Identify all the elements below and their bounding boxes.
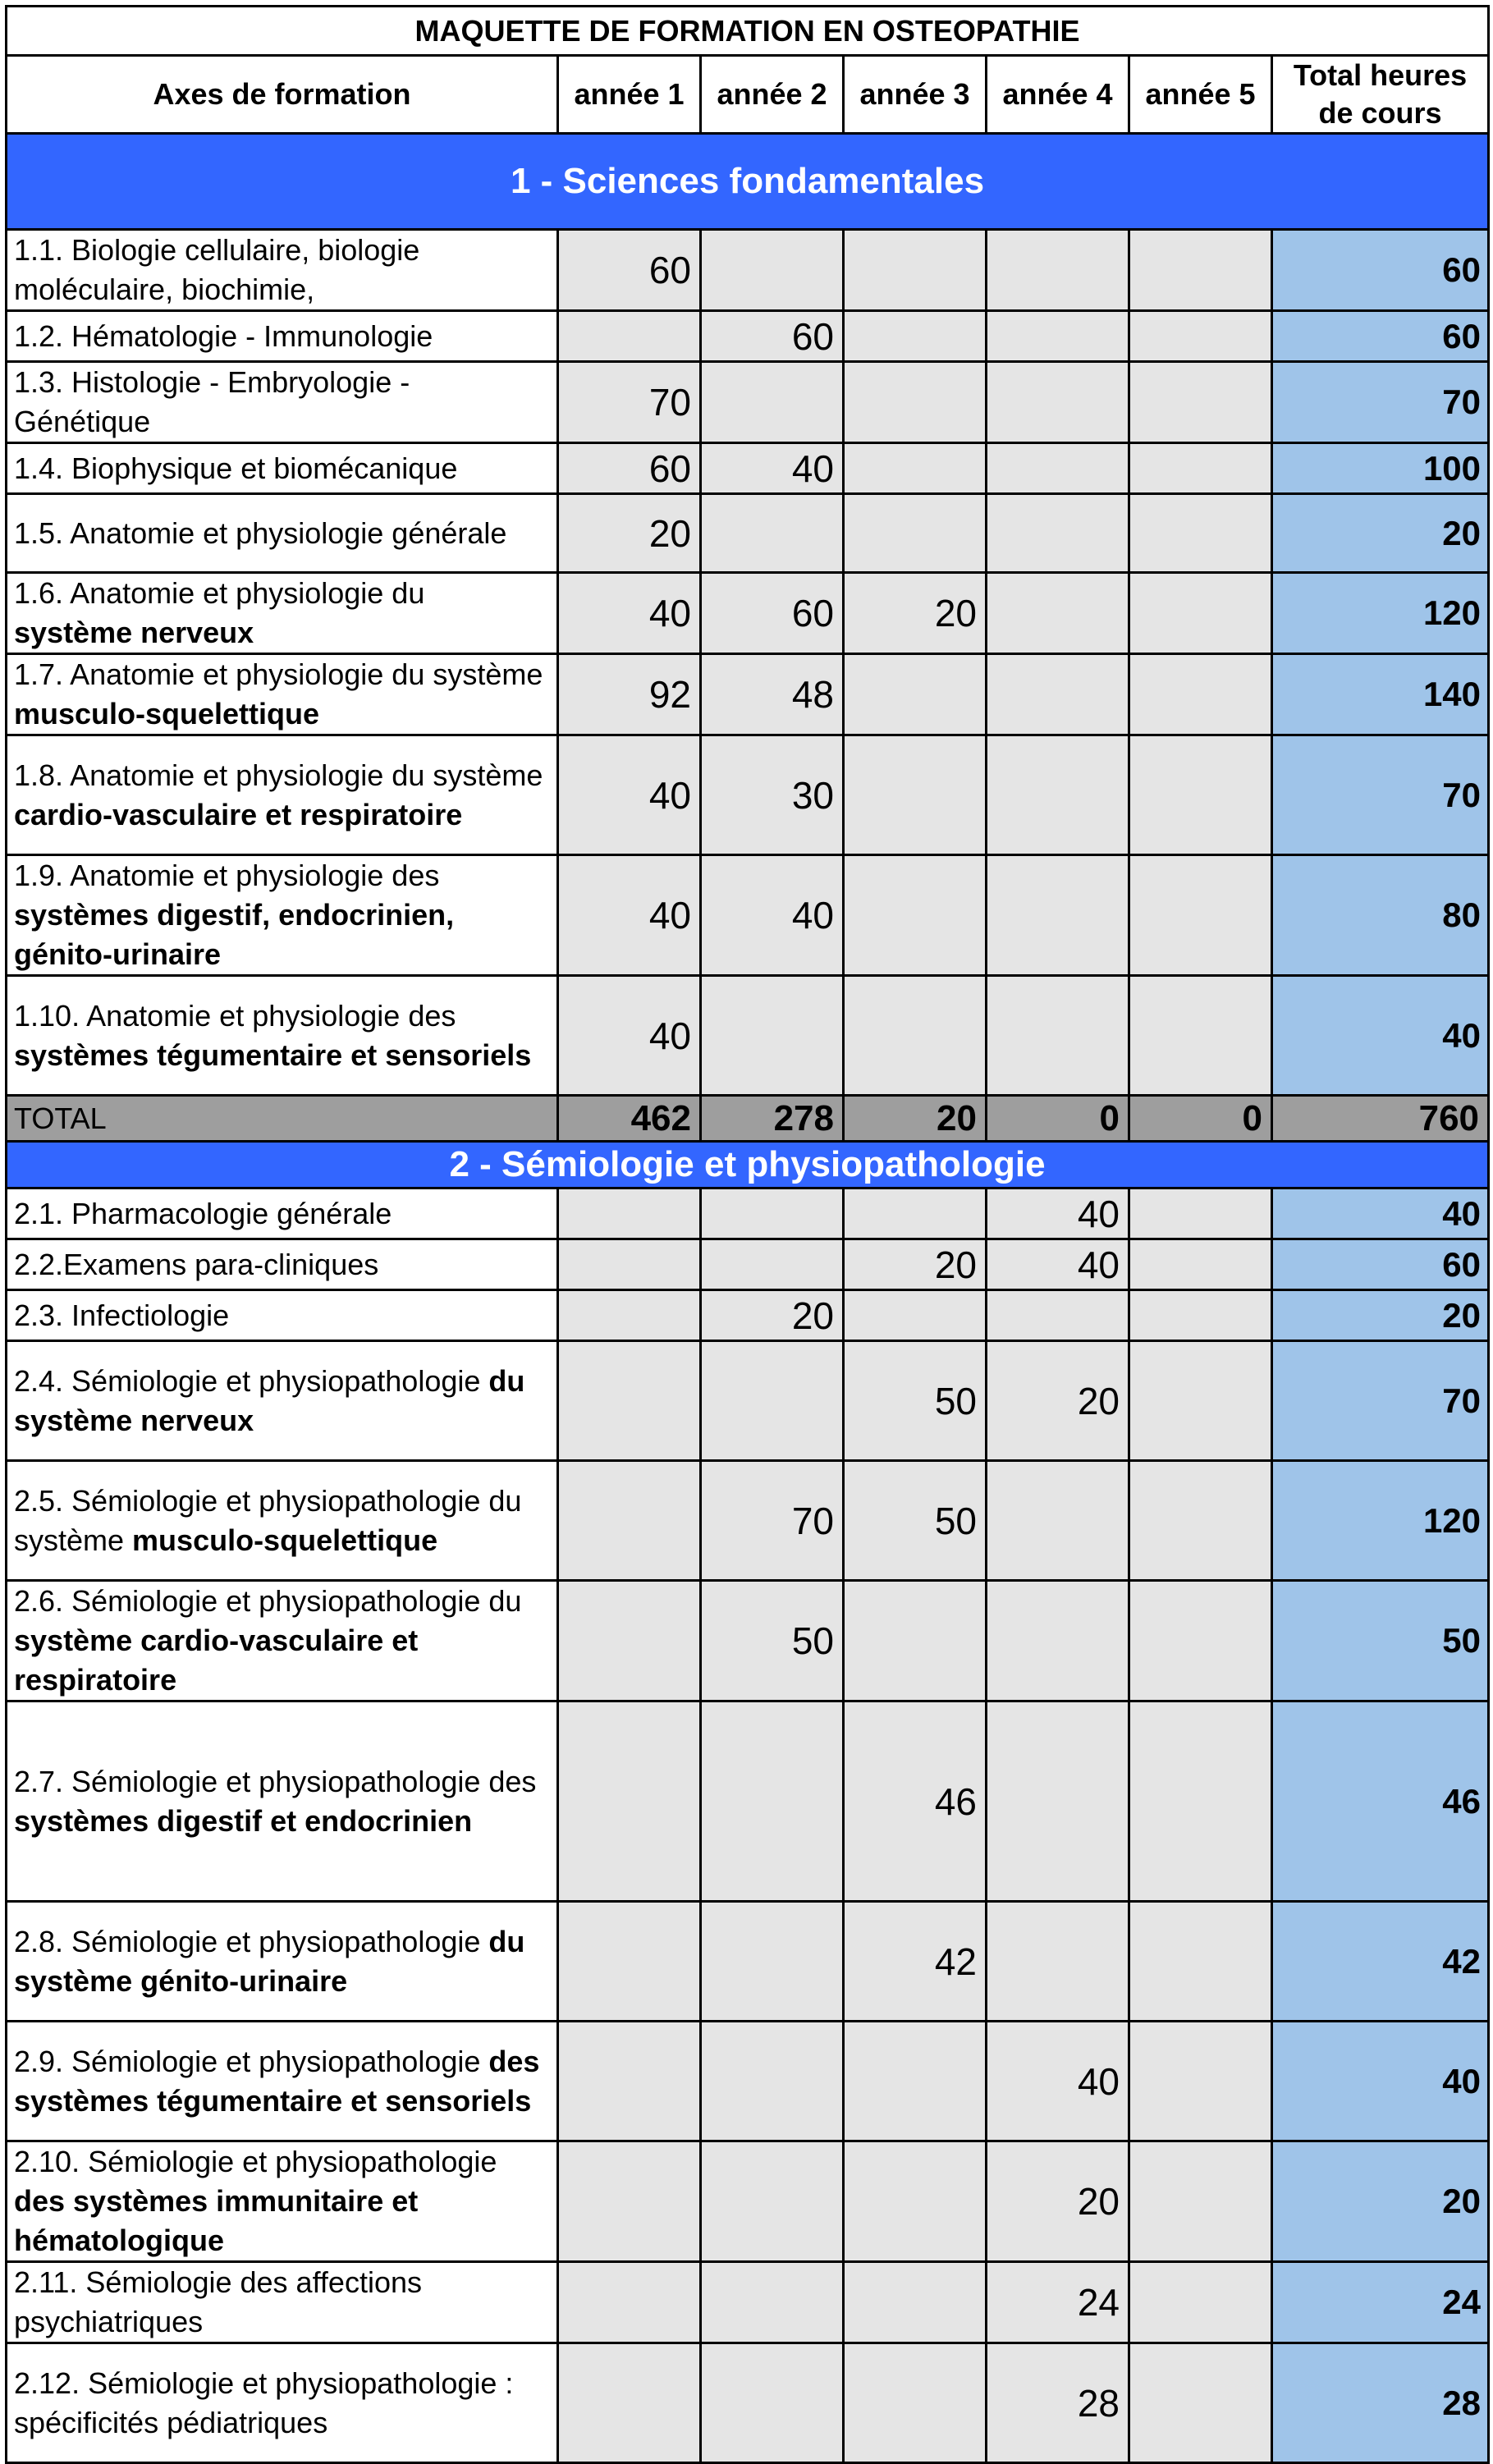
- year-5-hours: [1129, 1581, 1272, 1701]
- year-1-hours: [558, 2262, 701, 2343]
- year-5-hours: [1129, 573, 1272, 654]
- row-label: 2.6. Sémiologie et physiopathologie du système cardio-vasculaire et respiratoire: [7, 1581, 558, 1701]
- table-row: [7, 1461, 1489, 1581]
- year-2-hours: [701, 2262, 844, 2343]
- year-5-hours: [1129, 2343, 1272, 2463]
- row-label: 2.7. Sémiologie et physiopathologie des systèmes digestif et endocrinien: [7, 1701, 558, 1902]
- row-label: 2.12. Sémiologie et physiopathologie : spécificités pédiatriques: [7, 2343, 558, 2463]
- year-4-hours: [987, 573, 1129, 654]
- row-total-hours: 40: [1272, 976, 1489, 1096]
- row-total-hours: 50: [1272, 1581, 1489, 1701]
- total-year-1: 462: [558, 1096, 701, 1142]
- header-year-2: année 2: [701, 56, 844, 134]
- year-1-hours: [558, 1290, 701, 1341]
- row-total-hours: 40: [1272, 2022, 1489, 2141]
- table-row: [7, 1239, 1489, 1290]
- year-4-hours: 40: [987, 2022, 1129, 2141]
- year-2-hours: [701, 2343, 844, 2463]
- table-title: MAQUETTE DE FORMATION EN OSTEOPATHIE: [7, 7, 1489, 56]
- table-row: [7, 1341, 1489, 1461]
- year-5-hours: [1129, 1701, 1272, 1902]
- total-year-4: 0: [987, 1096, 1129, 1142]
- row-total-hours: 20: [1272, 494, 1489, 573]
- table-row: [7, 654, 1489, 735]
- year-2-hours: 60: [701, 573, 844, 654]
- year-4-hours: 20: [987, 2141, 1129, 2262]
- year-4-hours: 40: [987, 1188, 1129, 1239]
- year-5-hours: [1129, 2141, 1272, 2262]
- row-total-hours: 100: [1272, 443, 1489, 494]
- row-label-bold: du système nerveux: [14, 1363, 525, 1437]
- year-3-hours: [844, 362, 987, 443]
- title-row: [7, 7, 1489, 56]
- year-1-hours: 92: [558, 654, 701, 735]
- row-label: 2.1. Pharmacologie générale: [7, 1188, 558, 1239]
- year-3-hours: [844, 494, 987, 573]
- table-row: [7, 855, 1489, 976]
- year-3-hours: [844, 230, 987, 311]
- table-row: [7, 735, 1489, 855]
- row-label-bold: cardio-vasculaire et respiratoire: [14, 797, 463, 831]
- year-1-hours: [558, 311, 701, 362]
- header-year-1: année 1: [558, 56, 701, 134]
- total-label: TOTAL: [7, 1096, 558, 1142]
- year-4-hours: [987, 230, 1129, 311]
- row-label-bold: musculo-squelettique: [14, 697, 320, 730]
- training-table: [5, 5, 1490, 2464]
- year-1-hours: [558, 1188, 701, 1239]
- row-total-hours: 40: [1272, 1188, 1489, 1239]
- year-1-hours: [558, 1902, 701, 2022]
- year-3-hours: 42: [844, 1902, 987, 2022]
- table-row: [7, 976, 1489, 1096]
- row-label: 1.2. Hématologie - Immunologie: [7, 311, 558, 362]
- year-4-hours: [987, 362, 1129, 443]
- year-4-hours: [987, 735, 1129, 855]
- year-1-hours: [558, 1701, 701, 1902]
- row-total-hours: 20: [1272, 2141, 1489, 2262]
- row-total-hours: 42: [1272, 1902, 1489, 2022]
- row-total-hours: 70: [1272, 735, 1489, 855]
- year-5-hours: [1129, 735, 1272, 855]
- year-1-hours: [558, 2022, 701, 2141]
- row-total-hours: 120: [1272, 573, 1489, 654]
- row-total-hours: 60: [1272, 311, 1489, 362]
- year-1-hours: 40: [558, 976, 701, 1096]
- year-4-hours: [987, 494, 1129, 573]
- year-4-hours: [987, 1290, 1129, 1341]
- section-title: 1 - Sciences fondamentales: [7, 134, 1489, 230]
- table-row: [7, 494, 1489, 573]
- year-5-hours: [1129, 976, 1272, 1096]
- row-total-hours: 140: [1272, 654, 1489, 735]
- header-year-5: année 5: [1129, 56, 1272, 134]
- row-total-hours: 120: [1272, 1461, 1489, 1581]
- year-2-hours: 40: [701, 855, 844, 976]
- total-year-5: 0: [1129, 1096, 1272, 1142]
- row-total-hours: 24: [1272, 2262, 1489, 2343]
- row-total-hours: 70: [1272, 362, 1489, 443]
- year-3-hours: [844, 311, 987, 362]
- row-total-hours: 70: [1272, 1341, 1489, 1461]
- year-3-hours: 20: [844, 573, 987, 654]
- year-4-hours: [987, 1461, 1129, 1581]
- year-2-hours: [701, 494, 844, 573]
- year-4-hours: [987, 1581, 1129, 1701]
- year-1-hours: [558, 2141, 701, 2262]
- row-label: 2.4. Sémiologie et physiopathologie du système nerveux: [7, 1341, 558, 1461]
- year-4-hours: [987, 443, 1129, 494]
- row-label-bold: du système génito-urinaire: [14, 1924, 525, 1998]
- year-1-hours: 60: [558, 230, 701, 311]
- table-row: [7, 1902, 1489, 2022]
- row-total-hours: 60: [1272, 1239, 1489, 1290]
- row-label-bold: systèmes digestif et endocrinien: [14, 1803, 473, 1838]
- year-4-hours: 20: [987, 1341, 1129, 1461]
- row-label: 2.10. Sémiologie et physiopathologie des systèmes immunitaire et hématologique: [7, 2141, 558, 2262]
- row-label-bold: système nerveux: [14, 616, 254, 649]
- year-3-hours: 20: [844, 1239, 987, 1290]
- table-row: [7, 1188, 1489, 1239]
- year-1-hours: [558, 1341, 701, 1461]
- row-label: 1.9. Anatomie et physiologie des systèmes digestif, endocrinien, génito-urinaire: [7, 855, 558, 976]
- year-2-hours: [701, 1239, 844, 1290]
- year-4-hours: [987, 1902, 1129, 2022]
- year-1-hours: 60: [558, 443, 701, 494]
- year-4-hours: [987, 311, 1129, 362]
- year-5-hours: [1129, 311, 1272, 362]
- year-5-hours: [1129, 2022, 1272, 2141]
- table-row: [7, 230, 1489, 311]
- year-3-hours: [844, 654, 987, 735]
- year-5-hours: [1129, 1290, 1272, 1341]
- row-label: 2.3. Infectiologie: [7, 1290, 558, 1341]
- year-1-hours: [558, 1581, 701, 1701]
- row-label: 1.3. Histologie - Embryologie - Génétique: [7, 362, 558, 443]
- row-label: 1.7. Anatomie et physiologie du système musculo-squelettique: [7, 654, 558, 735]
- year-4-hours: [987, 855, 1129, 976]
- year-5-hours: [1129, 230, 1272, 311]
- row-label: 1.6. Anatomie et physiologie du système nerveux: [7, 573, 558, 654]
- total-hours: 760: [1272, 1096, 1489, 1142]
- header-row: [7, 56, 1489, 134]
- table-row: [7, 573, 1489, 654]
- table-row: [7, 362, 1489, 443]
- row-label: 1.5. Anatomie et physiologie générale: [7, 494, 558, 573]
- year-5-hours: [1129, 855, 1272, 976]
- year-2-hours: [701, 1188, 844, 1239]
- year-1-hours: [558, 1461, 701, 1581]
- total-year-3: 20: [844, 1096, 987, 1142]
- year-4-hours: [987, 1701, 1129, 1902]
- row-label: 2.9. Sémiologie et physiopathologie des systèmes tégumentaire et sensoriels: [7, 2022, 558, 2141]
- header-year-3: année 3: [844, 56, 987, 134]
- year-3-hours: [844, 1290, 987, 1341]
- row-label: 2.5. Sémiologie et physiopathologie du système musculo-squelettique: [7, 1461, 558, 1581]
- year-2-hours: [701, 2141, 844, 2262]
- table-row: [7, 2262, 1489, 2343]
- row-label-bold: des systèmes tégumentaire et sensoriels: [14, 2044, 540, 2118]
- header-year-4: année 4: [987, 56, 1129, 134]
- year-3-hours: 50: [844, 1341, 987, 1461]
- row-label: 1.4. Biophysique et biomécanique: [7, 443, 558, 494]
- year-2-hours: 40: [701, 443, 844, 494]
- row-label: 1.1. Biologie cellulaire, biologie moléculaire, biochimie,: [7, 230, 558, 311]
- table-row: [7, 1290, 1489, 1341]
- total-year-2: 278: [701, 1096, 844, 1142]
- row-label: 1.10. Anatomie et physiologie des systèmes tégumentaire et sensoriels: [7, 976, 558, 1096]
- table-row: [7, 1701, 1489, 1902]
- year-1-hours: 40: [558, 735, 701, 855]
- total-row: [7, 1096, 1489, 1142]
- row-label: 2.11. Sémiologie des affections psychiatriques: [7, 2262, 558, 2343]
- row-total-hours: 28: [1272, 2343, 1489, 2463]
- section-title: 2 - Sémiologie et physiopathologie: [7, 1142, 1489, 1188]
- row-label-bold: systèmes digestif, endocrinien, génito-urinaire: [14, 898, 455, 971]
- table-row: [7, 2141, 1489, 2262]
- year-3-hours: [844, 2022, 987, 2141]
- year-2-hours: [701, 1701, 844, 1902]
- year-3-hours: [844, 443, 987, 494]
- year-1-hours: 40: [558, 855, 701, 976]
- year-5-hours: [1129, 1461, 1272, 1581]
- year-3-hours: 50: [844, 1461, 987, 1581]
- year-1-hours: [558, 2343, 701, 2463]
- row-total-hours: 20: [1272, 1290, 1489, 1341]
- row-label-bold: musculo-squelettique: [132, 1523, 438, 1557]
- row-label: 2.2.Examens para-cliniques: [7, 1239, 558, 1290]
- year-4-hours: [987, 654, 1129, 735]
- row-label-bold: systèmes tégumentaire et sensoriels: [14, 1037, 532, 1072]
- year-2-hours: 60: [701, 311, 844, 362]
- year-5-hours: [1129, 1902, 1272, 2022]
- header-axes: Axes de formation: [7, 56, 558, 134]
- year-3-hours: [844, 2262, 987, 2343]
- section-header: [7, 1142, 1489, 1188]
- year-5-hours: [1129, 1341, 1272, 1461]
- table-row: [7, 2343, 1489, 2463]
- header-total-hours: Total heures de cours: [1272, 56, 1489, 134]
- row-total-hours: 80: [1272, 855, 1489, 976]
- year-2-hours: [701, 1341, 844, 1461]
- year-2-hours: 50: [701, 1581, 844, 1701]
- row-label: 1.8. Anatomie et physiologie du système cardio-vasculaire et respiratoire: [7, 735, 558, 855]
- year-4-hours: 40: [987, 1239, 1129, 1290]
- year-3-hours: [844, 2343, 987, 2463]
- year-2-hours: [701, 1902, 844, 2022]
- row-label-bold: système cardio-vasculaire et respiratoire: [14, 1624, 419, 1697]
- year-5-hours: [1129, 494, 1272, 573]
- year-2-hours: 20: [701, 1290, 844, 1341]
- year-5-hours: [1129, 1239, 1272, 1290]
- year-3-hours: [844, 735, 987, 855]
- year-3-hours: [844, 1188, 987, 1239]
- row-label: 2.8. Sémiologie et physiopathologie du système génito-urinaire: [7, 1902, 558, 2022]
- year-3-hours: [844, 855, 987, 976]
- year-2-hours: 48: [701, 654, 844, 735]
- year-5-hours: [1129, 1188, 1272, 1239]
- year-2-hours: 70: [701, 1461, 844, 1581]
- row-total-hours: 60: [1272, 230, 1489, 311]
- year-1-hours: 20: [558, 494, 701, 573]
- year-2-hours: 30: [701, 735, 844, 855]
- year-3-hours: 46: [844, 1701, 987, 1902]
- year-4-hours: 28: [987, 2343, 1129, 2463]
- table-row: [7, 311, 1489, 362]
- year-2-hours: [701, 2022, 844, 2141]
- year-2-hours: [701, 976, 844, 1096]
- year-2-hours: [701, 230, 844, 311]
- year-4-hours: 24: [987, 2262, 1129, 2343]
- year-5-hours: [1129, 443, 1272, 494]
- year-1-hours: [558, 1239, 701, 1290]
- year-3-hours: [844, 2141, 987, 2262]
- year-4-hours: [987, 976, 1129, 1096]
- row-total-hours: 46: [1272, 1701, 1489, 1902]
- year-5-hours: [1129, 2262, 1272, 2343]
- table-row: [7, 1581, 1489, 1701]
- table-row: [7, 2022, 1489, 2141]
- year-1-hours: 70: [558, 362, 701, 443]
- year-1-hours: 40: [558, 573, 701, 654]
- table-row: [7, 443, 1489, 494]
- section-header: [7, 134, 1489, 230]
- year-5-hours: [1129, 362, 1272, 443]
- year-2-hours: [701, 362, 844, 443]
- row-label-bold: des systèmes immunitaire et hématologique: [14, 2184, 419, 2257]
- year-5-hours: [1129, 654, 1272, 735]
- year-3-hours: [844, 1581, 987, 1701]
- year-3-hours: [844, 976, 987, 1096]
